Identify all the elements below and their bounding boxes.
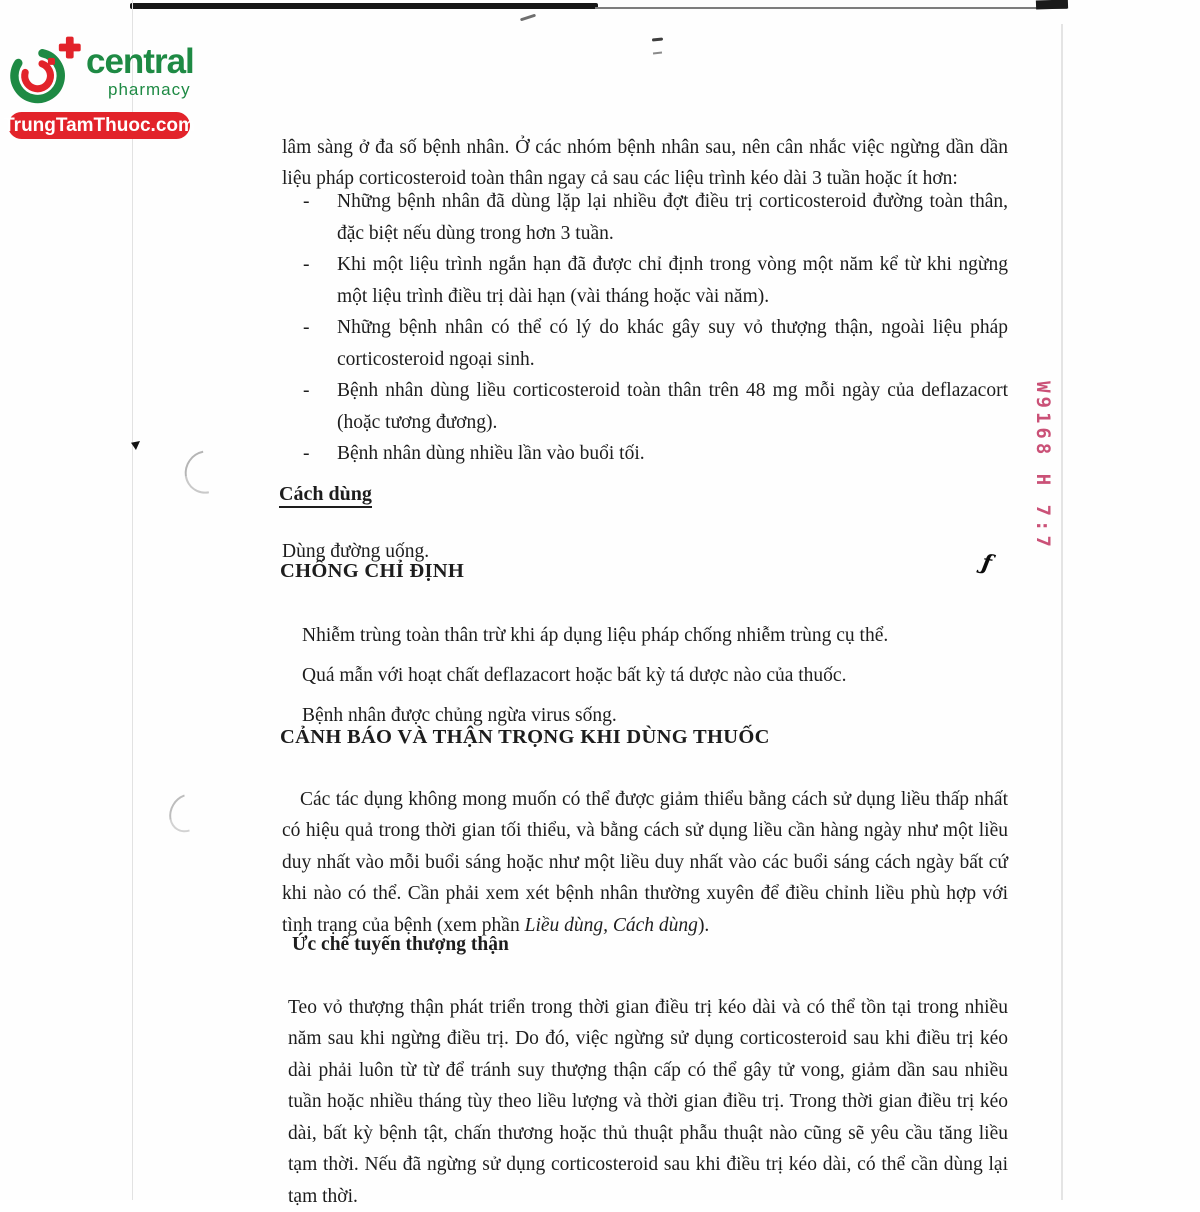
scan-edge-left [132,0,133,1200]
contraindication-line: Quá mẫn với hoạt chất deflazacort hoặc bất kỳ tá dược nào của thuốc. [302,660,1008,692]
punch-hole-mark [162,787,211,839]
scan-edge-top-thin [595,7,1067,9]
central-pharmacy-logo [8,36,204,139]
warning-text: Các tác dụng không mong muốn có thể được giảm thiểu bằng cách sử dụng liều thấp nhất có hiệu quả trong thời gian tối thiểu, và bằng cách sử dụng liều cần hàng ngày như một liều duy nhất vào mỗi buổi sáng hoặc như một liều duy nhất vào các buổi sáng cách ngày bất cứ khi nào có thể. Cần phải xem xét bệnh nhân thường xuyên để điều chỉnh liều phù hợp với tình trạng của bệnh (xem phần [282,789,1008,936]
scan-edge-top [130,3,598,9]
scan-edge-corner [1036,0,1068,10]
bullet-text: Bệnh nhân dùng nhiều lần vào buổi tối. [337,443,645,464]
bullet-dash: - [303,375,310,407]
bullet-dash: - [303,249,310,281]
list-item [282,249,1008,312]
ink-smudge [653,52,662,55]
punch-hole-mark [176,442,236,502]
logo-website-pill [8,112,190,139]
intro-paragraph: lâm sàng ở đa số bệnh nhân. Ở các nhóm bệnh nhân sau, nên cân nhắc việc ngừng dần dần liệu pháp corticosteroid toàn thân ngay cả sau các liệu trình kéo dài 3 tuần hoặc ít hơn: [282,132,1008,195]
logo-c-plus-icon [8,36,82,108]
warning-paragraph [282,784,1008,942]
warning-italic-ref: Liều dùng, Cách dùng [525,915,698,936]
logo-tagline-text: pharmacy [108,81,194,98]
list-item [282,438,1008,470]
scan-edge-right [1061,24,1063,1200]
bullet-text: Những bệnh nhân có thể có lý do khác gây suy vỏ thượng thận, ngoài liệu pháp corticosteroid ngoại sinh. [337,317,1008,370]
contraindication-line: Bệnh nhân được chủng ngừa virus sống. [302,700,1008,732]
bullet-text: Bệnh nhân dùng liều corticosteroid toàn thân trên 48 mg mỗi ngày của deflazacort (hoặc tương đương). [337,380,1008,433]
bullet-dash: - [303,438,310,470]
bullet-text: Những bệnh nhân đã dùng lặp lại nhiều đợt điều trị corticosteroid đường toàn thân, đặc biệt nếu dùng trong hơn 3 tuần. [337,191,1008,244]
bullet-dash: - [303,186,310,218]
cach-dung-body: Dùng đường uống. [282,536,1008,568]
bullet-dash: - [303,312,310,344]
section-heading-uc-che: Ức chế tuyến thượng thận [292,929,509,961]
logo-brand-text: central [86,44,194,79]
adrenal-paragraph: Teo vỏ thượng thận phát triển trong thời gian điều trị kéo dài và có thể tồn tại trong nhiều năm sau khi ngừng điều trị. Do đó, việc ngừng sử dụng corticosteroid sau khi điều trị kéo dài phải luôn từ từ để tránh suy thượng thận cấp có thể gây tử vong, giảm dần sau nhiều tuần hoặc nhiều tháng tùy theo liều lượng và thời gian điều trị. Trong thời gian điều trị kéo dài, bất kỳ bệnh tật, chấn thương hoặc thủ thuật phẫu thuật nào cũng sẽ yêu cầu tăng liều tạm thời. Nếu đã ngừng sử dụng corticosteroid sau khi điều trị kéo dài, có thể cần dùng lại tạm thời. [288,992,1008,1212]
logo-website-text: TrungTamThuoc.com [3,115,195,137]
warning-text-end: ). [698,915,709,936]
red-stamp-text: W9168 H 7:7 [1032,375,1054,557]
ink-smudge [652,37,663,41]
section-heading-chong-chi-dinh: CHỐNG CHỈ ĐỊNH [280,556,464,588]
ink-blot: ƒ [980,549,994,576]
list-item [282,186,1008,249]
section-heading-canh-bao: CẢNH BÁO VÀ THẬN TRỌNG KHI DÙNG THUỐC [280,722,770,754]
bullet-text: Khi một liệu trình ngắn hạn đã được chỉ định trong vòng một năm kể từ khi ngừng một liệu trình điều trị dài hạn (vài tháng hoặc vài năm). [337,254,1008,307]
bullet-list [282,186,1008,470]
list-item [282,312,1008,375]
ink-smudge [520,14,536,22]
contraindication-line: Nhiễm trùng toàn thân trừ khi áp dụng liệu pháp chống nhiễm trùng cụ thể. [302,620,1008,652]
list-item [282,375,1008,438]
section-heading-cach-dung: Cách dùng [279,479,372,511]
